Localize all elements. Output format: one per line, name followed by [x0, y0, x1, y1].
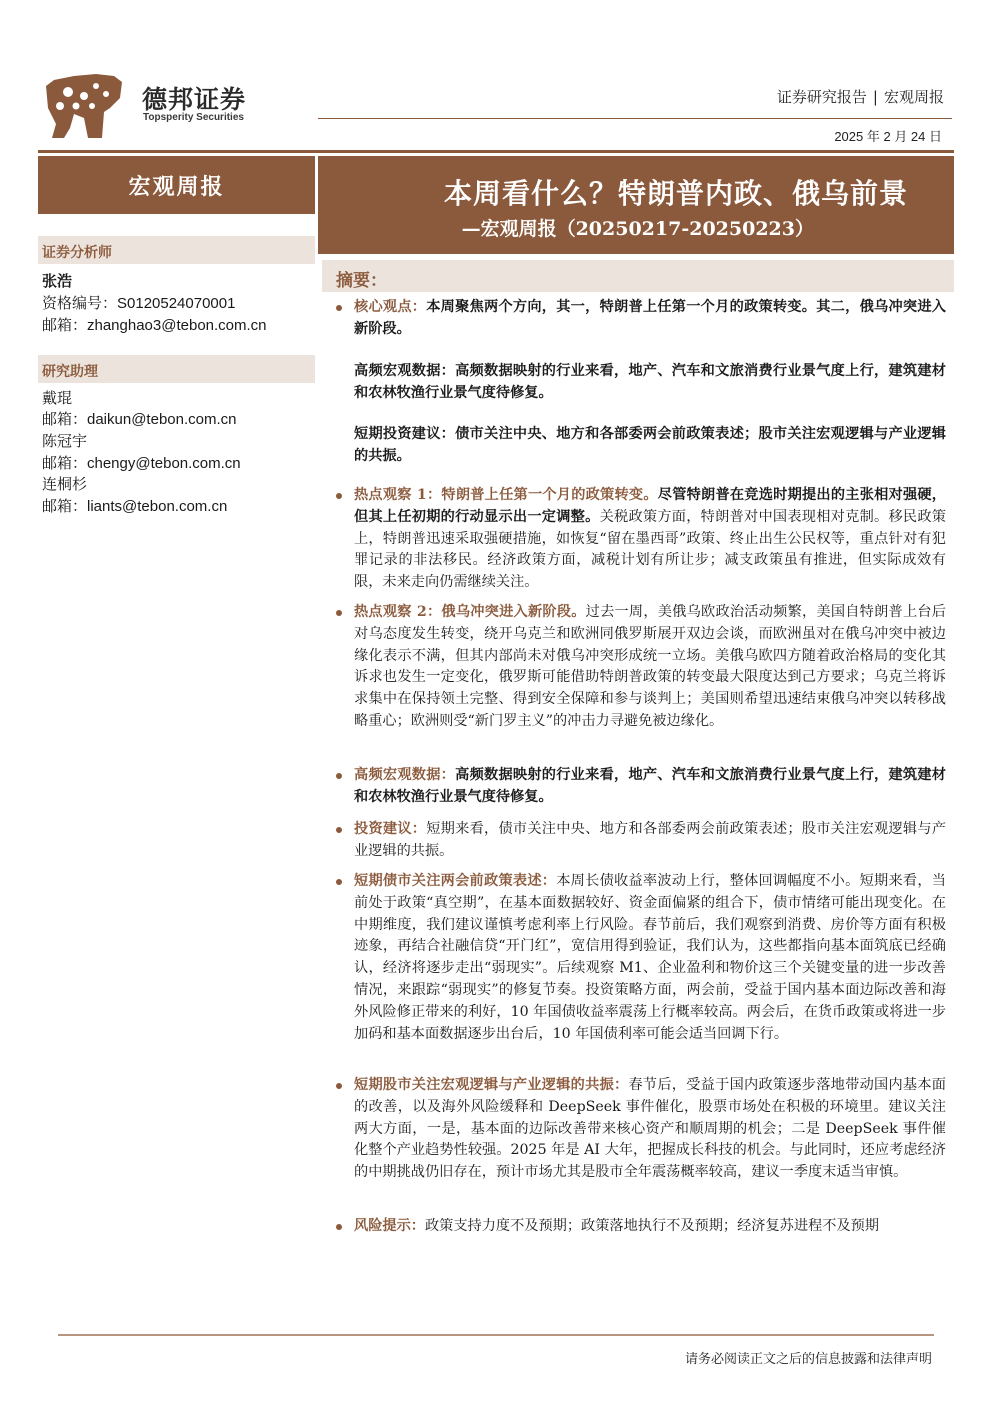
stock-market-paragraph	[354, 1075, 946, 1184]
core-advice-paragraph: 短期投资建议：债市关注中央、地方和各部委两会前政策表述；股市关注宏观逻辑与产业逻辑的共振。	[354, 426, 946, 464]
analyst-email[interactable]: 邮箱：zhanghao3@tebon.com.cn	[42, 317, 267, 334]
bullet-icon	[336, 493, 342, 499]
company-name-en: Topsperity Securities	[143, 112, 244, 123]
core-view-head: 核心观点：	[354, 299, 427, 315]
risk-text: 政策支持力度不及预期；政策落地执行不及预期；经济复苏进程不及预期	[424, 1218, 879, 1234]
high-freq-paragraph	[354, 765, 946, 809]
assistant-name: 戴琨	[42, 390, 73, 407]
report-date: 2025 年 2 月 24 日	[834, 129, 942, 144]
bullet-icon	[336, 1224, 342, 1230]
leopard-logo-icon	[44, 72, 124, 140]
hot-topic-1-lead: 尽管特朗普在竞选时期提出的主张相对强硬，但其上任初期的行动显示出一定调整。	[354, 487, 946, 525]
report-title: 本周看什么？特朗普内政、俄乌前景	[443, 177, 908, 210]
sidebar-tag: 宏观周报	[38, 156, 315, 214]
bullet-icon	[336, 827, 342, 833]
report-type: 宏观周报	[883, 88, 944, 106]
assistant-email[interactable]: 邮箱：daikun@tebon.com.cn	[42, 411, 237, 428]
assistant-email[interactable]: 邮箱：chengy@tebon.com.cn	[42, 455, 241, 472]
investment-head: 投资建议：	[354, 821, 427, 837]
core-view-paragraph	[354, 297, 946, 341]
hot-topic-2-text: 过去一周，美俄乌欧政治活动频繁，美国自特朗普上台后对乌态度发生转变，绕开乌克兰和欧洲同俄罗斯展开双边会谈，而欧洲虽对在俄乌冲突中被边缘化表示不满，但其内部尚未对俄乌冲突形成统一立场。美俄乌欧四方随着政治格局的变化其诉求也发生一定变化，俄罗斯可能借助特朗普政策的转变最大限度达到己方要求；乌克兰将诉求集中在保持领土完整、得到安全保障和参与谈判上；美国则希望迅速结束俄乌冲突以转移战略重心；欧洲则受“新门罗主义”的冲击力寻避免被边缘化。	[354, 604, 946, 729]
high-freq-text: 高频数据映射的行业来看，地产、汽车和文旅消费行业景气度上行，建筑建材和农林牧渔行业景气度待修复。	[354, 767, 946, 805]
company-name-cn: 德邦证券	[142, 85, 247, 114]
investment-paragraph	[354, 819, 946, 863]
footer-disclaimer: 请务必阅读正文之后的信息披露和法律声明	[684, 1352, 932, 1367]
abstract-bar	[322, 260, 954, 292]
bullet-icon	[336, 305, 342, 311]
hot-topic-1-head: 热点观察 1：特朗普上任第一个月的政策转变。	[354, 487, 658, 503]
bond-market-paragraph	[354, 871, 946, 1045]
analyst-license: 资格编号：S0120524070001	[42, 295, 236, 312]
hot-topic-1-text: 关税政策方面，特朗普对中国表现相对克制。移民政策上，特朗普迅速采取强硬措施，如恢复“留在墨西哥”政策、终止出生公民权等，重点针对有犯罪记录的非法移民。经济政策方面，减税计划有所让步；减支政策虽有推进，但实际成效有限，未来走向仍需继续关注。	[354, 508, 946, 591]
separator: |	[872, 88, 878, 106]
report-type-header	[777, 86, 944, 107]
risk-head: 风险提示：	[354, 1218, 425, 1234]
risk-paragraph	[354, 1216, 946, 1238]
bullet-icon	[336, 610, 342, 616]
report-category: 证券研究报告	[776, 88, 867, 106]
assistant-name: 连桐杉	[42, 476, 88, 493]
bullet-icon	[336, 879, 342, 885]
analyst-section-title: 证券分析师	[38, 236, 315, 264]
company-logo	[44, 72, 254, 142]
assistant-section-title: 研究助理	[38, 355, 315, 383]
bond-market-text: 本周长债收益率波动上行，整体回调幅度不小。短期来看，当前处于政策“真空期”，在基本面数据较好、资金面偏紧的组合下，债市情绪可能出现变化。在中期维度，我们建议谨慎考虑利率上行风险。春节前后，我们观察到消费、房价等方面有积极迹象，再结合社融信贷“开门红”，宽信用得到验证，我们认为，这些都指向基本面筑底已经确认，经济将逐步走出“弱现实”。后续观察 M1、企业盈利和物价这三个关键变量的进一步改善情况，来跟踪“弱现实”的修复节奏。投资策略方面，两会前，受益于国内基本面边际改善和海外风险修正带来的利好，10 年国债收益率震荡上行概率较高。两会后，在货币政策或将进一步加码和基本面数据逐步出台后，10 年国债利率可能会适当回调下行。	[354, 873, 946, 1042]
bullet-icon	[336, 1083, 342, 1089]
core-data-paragraph: 高频宏观数据：高频数据映射的行业来看，地产、汽车和文旅消费行业景气度上行，建筑建材和农林牧渔行业景气度待修复。	[354, 363, 946, 401]
hot-topic-2-paragraph	[354, 602, 946, 733]
footer-divider	[58, 1334, 934, 1336]
report-subtitle: —宏观周报（20250217-20250223）	[461, 218, 814, 240]
high-freq-head: 高频宏观数据：	[354, 767, 456, 783]
assistant-name: 陈冠宇	[42, 433, 88, 450]
bullet-icon	[336, 773, 342, 779]
stock-market-head: 短期股市关注宏观逻辑与产业逻辑的共振：	[354, 1077, 629, 1093]
top-rule	[38, 150, 954, 153]
title-block	[318, 156, 954, 254]
core-view-text: 本周聚焦两个方向，其一，特朗普上任第一个月的政策转变。其二，俄乌冲突进入新阶段。	[354, 299, 946, 337]
hot-topic-2-head: 热点观察 2：俄乌冲突进入新阶段。	[354, 604, 586, 620]
assistant-email[interactable]: 邮箱：liants@tebon.com.cn	[42, 498, 228, 515]
stock-market-text: 春节后，受益于国内政策逐步落地带动国内基本面的改善，以及海外风险缓释和 DeepSeek 事件催化，股票市场处在积极的环境里。建议关注两大方面，一是，基本面的边际改善带来核心资产和顺周期的机会；二是 DeepSeek 事件催化整个产业趋势性较强。2025 年是 AI 大年，把握成长科技的机会。与此同时，还应考虑经济的中期挑战仍旧存在，预计市场尤其是股市全年震荡概率较高，建议一季度末适当审慎。	[354, 1077, 946, 1181]
hot-topic-1-paragraph	[354, 485, 946, 594]
analyst-name: 张浩	[42, 272, 73, 290]
abstract-label: 摘要：	[336, 271, 387, 291]
investment-text: 短期来看，债市关注中央、地方和各部委两会前政策表述；股市关注宏观逻辑与产业逻辑的共振。	[354, 821, 946, 859]
header-divider	[318, 118, 952, 119]
bond-market-head: 短期债市关注两会前政策表述：	[354, 873, 557, 889]
